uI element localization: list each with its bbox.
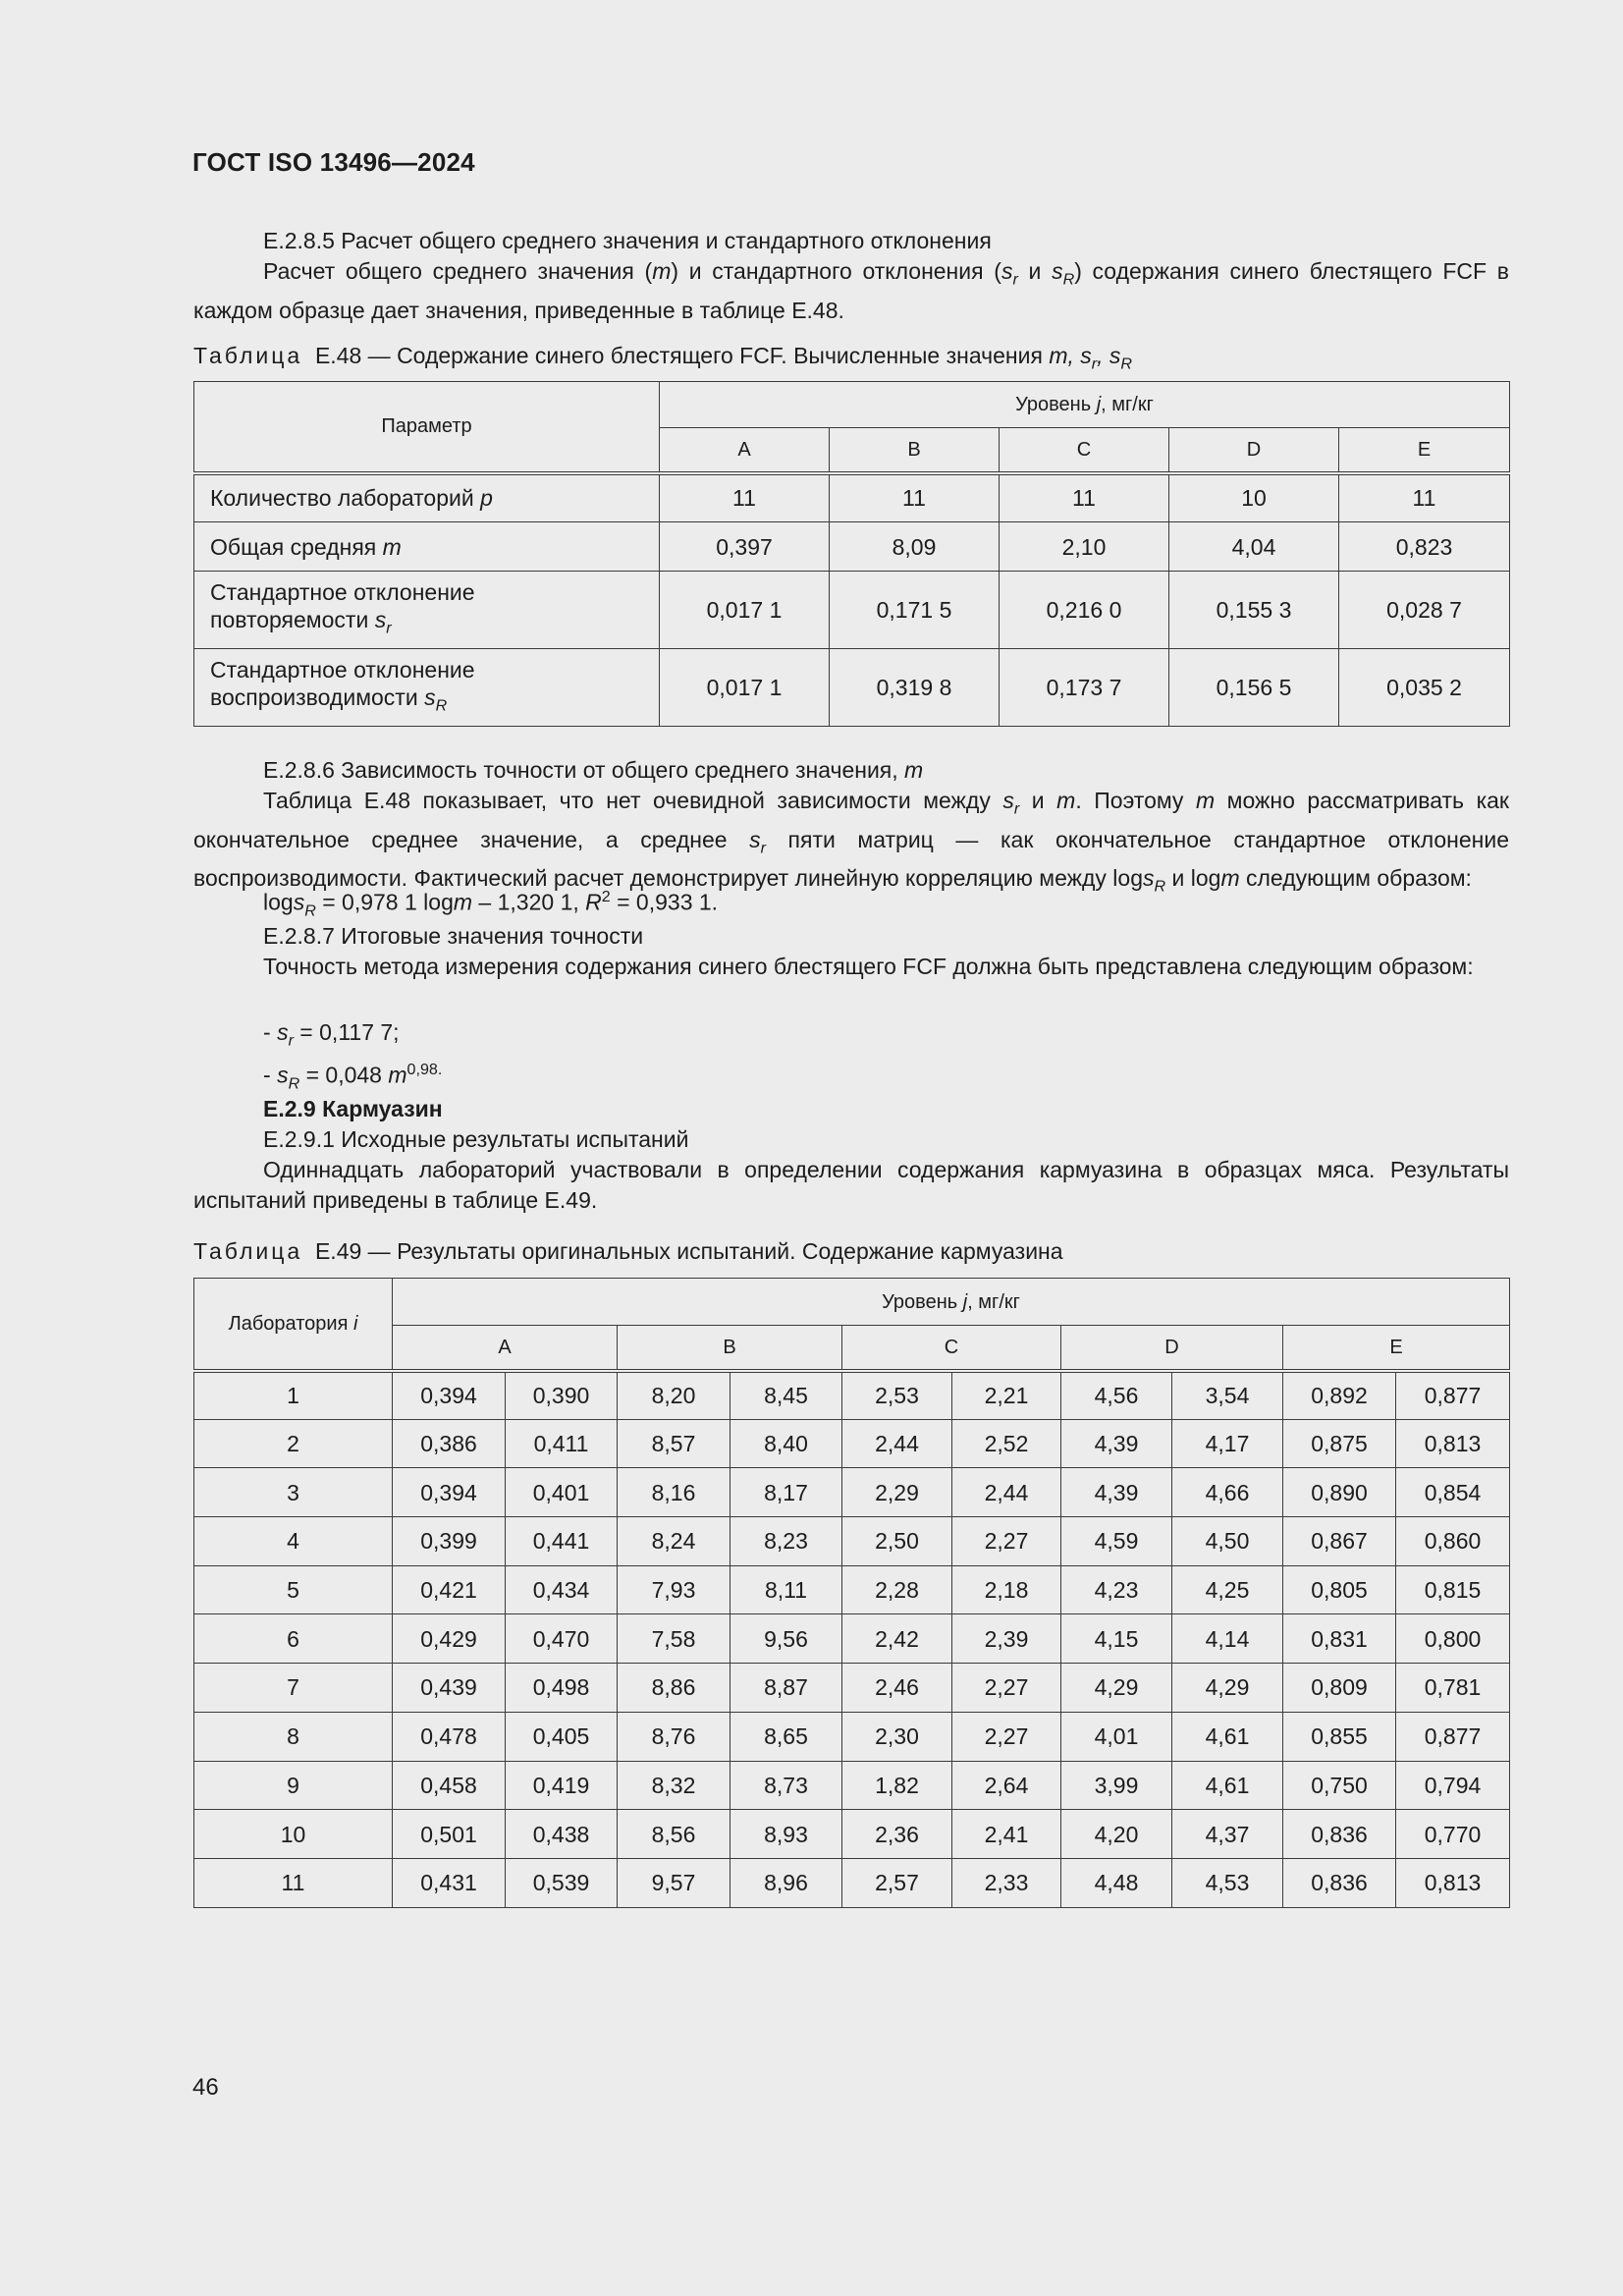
table-cell: 0,438 — [506, 1810, 618, 1859]
table-cell: 0,394 — [393, 1371, 506, 1420]
table-cell: 8,40 — [730, 1419, 842, 1468]
table-cell: 4,39 — [1061, 1468, 1172, 1517]
table-cell: 8,16 — [618, 1468, 730, 1517]
table-cell: 8,87 — [730, 1664, 842, 1713]
table-cell: 0,419 — [506, 1761, 618, 1810]
table-e48-caption: Таблица E.48 — Содержание синего блестящего FCF. Вычисленные значения m, $s_r$, $s_R$ — [193, 343, 1133, 373]
level-b-header: B — [618, 1326, 842, 1371]
table-cell: 4,17 — [1172, 1419, 1283, 1468]
table-cell: 0,394 — [393, 1468, 506, 1517]
table-cell: 0,867 — [1283, 1517, 1396, 1566]
table-cell: 0,805 — [1283, 1565, 1396, 1614]
table-cell: 4,61 — [1172, 1761, 1283, 1810]
table-cell: 4,56 — [1061, 1371, 1172, 1420]
table-row — [194, 1858, 1510, 1907]
table-cell: 8,17 — [730, 1468, 842, 1517]
table-cell: 4,66 — [1172, 1468, 1283, 1517]
row-label: Количество лабораторий p — [194, 473, 660, 522]
level-e-header: E — [1339, 428, 1510, 473]
bullet-sr: - $s_r = 0,117$ 7; — [263, 1019, 400, 1050]
table-cell: 2,18 — [952, 1565, 1061, 1614]
table-cell: 1,82 — [842, 1761, 952, 1810]
table-cell: 2,33 — [952, 1858, 1061, 1907]
table-cell: 2,10 — [1000, 522, 1169, 572]
table-cell: 0,854 — [1396, 1468, 1510, 1517]
table-cell: 8,24 — [618, 1517, 730, 1566]
table-cell: 8,96 — [730, 1858, 842, 1907]
table-cell: 0,401 — [506, 1468, 618, 1517]
table-cell: 0,836 — [1283, 1858, 1396, 1907]
lab-number-cell: 4 — [194, 1517, 393, 1566]
table-cell: 0,405 — [506, 1712, 618, 1761]
table-cell: 0,319 8 — [830, 649, 1000, 727]
table-cell: 2,27 — [952, 1664, 1061, 1713]
table-cell: 0,173 7 — [1000, 649, 1169, 727]
table-row — [194, 1371, 1510, 1420]
table-cell: 0,815 — [1396, 1565, 1510, 1614]
table-cell: 0,028 7 — [1339, 572, 1510, 649]
table-cell: 2,41 — [952, 1810, 1061, 1859]
table-cell: 8,73 — [730, 1761, 842, 1810]
table-cell: 2,28 — [842, 1565, 952, 1614]
table-cell: 4,61 — [1172, 1712, 1283, 1761]
table-cell: 0,397 — [660, 522, 830, 572]
level-b-header: B — [830, 428, 1000, 473]
table-cell: 0,498 — [506, 1664, 618, 1713]
table-cell: 0,794 — [1396, 1761, 1510, 1810]
level-d-header: D — [1169, 428, 1339, 473]
table-cell: 8,56 — [618, 1810, 730, 1859]
lab-number-cell: 8 — [194, 1712, 393, 1761]
table-cell: 0,017 1 — [660, 572, 830, 649]
table-cell: 0,470 — [506, 1614, 618, 1664]
table-cell: 4,39 — [1061, 1419, 1172, 1468]
table-cell: 11 — [1339, 473, 1510, 522]
table-cell: 0,877 — [1396, 1712, 1510, 1761]
table-cell: 2,44 — [952, 1468, 1061, 1517]
table-cell: 8,32 — [618, 1761, 730, 1810]
table-cell: 2,53 — [842, 1371, 952, 1420]
level-e-header: E — [1283, 1326, 1510, 1371]
table-cell: 2,42 — [842, 1614, 952, 1664]
table-cell: 4,53 — [1172, 1858, 1283, 1907]
table-cell: 4,29 — [1061, 1664, 1172, 1713]
table-cell: 0,892 — [1283, 1371, 1396, 1420]
table-row — [194, 1810, 1510, 1859]
table-cell: 2,64 — [952, 1761, 1061, 1810]
level-a-header: A — [660, 428, 830, 473]
table-cell: 11 — [830, 473, 1000, 522]
table-cell: 9,56 — [730, 1614, 842, 1664]
section-e287-paragraph: Точность метода измерения содержания синего блестящего FCF должна быть представлена следующим образом: — [263, 954, 1474, 979]
row-label: Общая средняя m — [194, 522, 660, 572]
table-cell: 2,27 — [952, 1712, 1061, 1761]
table-row — [194, 1614, 1510, 1664]
table-cell: 4,50 — [1172, 1517, 1283, 1566]
lab-number-cell: 7 — [194, 1664, 393, 1713]
table-cell: 0,458 — [393, 1761, 506, 1810]
table-cell: 0,890 — [1283, 1468, 1396, 1517]
level-a-header: A — [393, 1326, 618, 1371]
table-cell: 0,411 — [506, 1419, 618, 1468]
lab-number-cell: 1 — [194, 1371, 393, 1420]
table-cell: 0,216 0 — [1000, 572, 1169, 649]
table-cell: 8,86 — [618, 1664, 730, 1713]
table-cell: 4,04 — [1169, 522, 1339, 572]
document-header: ГОСТ ISO 13496—2024 — [192, 147, 475, 177]
lab-header: Лаборатория i — [194, 1279, 393, 1371]
table-cell: 2,50 — [842, 1517, 952, 1566]
table-cell: 8,09 — [830, 522, 1000, 572]
table-cell: 8,65 — [730, 1712, 842, 1761]
table-cell: 0,781 — [1396, 1664, 1510, 1713]
table-row — [194, 649, 1510, 727]
section-e286-title: E.2.8.6 Зависимость точности от общего среднего значения, m — [263, 757, 924, 783]
table-cell: 9,57 — [618, 1858, 730, 1907]
table-row — [194, 522, 1510, 572]
table-cell: 0,539 — [506, 1858, 618, 1907]
level-c-header: C — [842, 1326, 1061, 1371]
table-cell: 0,855 — [1283, 1712, 1396, 1761]
table-cell: 0,770 — [1396, 1810, 1510, 1859]
table-cell: 0,439 — [393, 1664, 506, 1713]
table-cell: 0,877 — [1396, 1371, 1510, 1420]
table-e49 — [193, 1278, 1510, 1908]
table-cell: 8,45 — [730, 1371, 842, 1420]
table-cell: 0,156 5 — [1169, 649, 1339, 727]
table-cell: 0,823 — [1339, 522, 1510, 572]
table-cell: 8,76 — [618, 1712, 730, 1761]
section-e291-title: E.2.9.1 Исходные результаты испытаний — [263, 1126, 689, 1152]
level-c-header: C — [1000, 428, 1169, 473]
section-e285-paragraph: Расчет общего среднего значения (m) и стандартного отклонения ($s_r$ и $s_R$) содержания синего блестящего FCF в каждом образце дает значения, приведенные в таблице E.48. — [193, 258, 1509, 323]
lab-number-cell: 10 — [194, 1810, 393, 1859]
bullet-sR: - $s_R = 0,048$ $m^{0,98.}$ — [263, 1061, 443, 1093]
table-cell: 0,478 — [393, 1712, 506, 1761]
table-cell: 11 — [660, 473, 830, 522]
table-cell: 7,93 — [618, 1565, 730, 1614]
table-cell: 4,59 — [1061, 1517, 1172, 1566]
table-cell: 2,46 — [842, 1664, 952, 1713]
table-cell: 2,27 — [952, 1517, 1061, 1566]
table-cell: 11 — [1000, 473, 1169, 522]
table-cell: 0,860 — [1396, 1517, 1510, 1566]
table-cell: 0,813 — [1396, 1858, 1510, 1907]
table-cell: 4,25 — [1172, 1565, 1283, 1614]
table-cell: 0,386 — [393, 1419, 506, 1468]
table-cell: 0,809 — [1283, 1664, 1396, 1713]
table-cell: 2,52 — [952, 1419, 1061, 1468]
table-cell: 0,501 — [393, 1810, 506, 1859]
lab-number-cell: 5 — [194, 1565, 393, 1614]
table-e49-caption: Таблица E.49 — Результаты оригинальных испытаний. Содержание кармуазина — [193, 1238, 1063, 1264]
table-cell: 8,23 — [730, 1517, 842, 1566]
section-e285-title: E.2.8.5 Расчет общего среднего значения и стандартного отклонения — [263, 228, 992, 253]
table-cell: 0,441 — [506, 1517, 618, 1566]
table-cell: 0,171 5 — [830, 572, 1000, 649]
table-cell: 4,23 — [1061, 1565, 1172, 1614]
table-cell: 4,01 — [1061, 1712, 1172, 1761]
table-e48 — [193, 381, 1510, 727]
table-cell: 2,36 — [842, 1810, 952, 1859]
table-cell: 2,30 — [842, 1712, 952, 1761]
row-label: Стандартное отклонение повторяемости $s_r$ — [194, 572, 660, 649]
table-cell: 0,434 — [506, 1565, 618, 1614]
table-cell: 0,836 — [1283, 1810, 1396, 1859]
table-row — [194, 1517, 1510, 1566]
level-d-header: D — [1061, 1326, 1283, 1371]
table-cell: 4,29 — [1172, 1664, 1283, 1713]
table-row — [194, 1419, 1510, 1468]
table-row — [194, 1761, 1510, 1810]
row-label: Стандартное отклонение воспроизводимости $s_R$ — [194, 649, 660, 727]
table-cell: 2,21 — [952, 1371, 1061, 1420]
table-row — [194, 1664, 1510, 1713]
table-cell: 4,15 — [1061, 1614, 1172, 1664]
table-cell: 7,58 — [618, 1614, 730, 1664]
param-header: Параметр — [194, 382, 660, 473]
table-cell: 0,813 — [1396, 1419, 1510, 1468]
table-cell: 0,429 — [393, 1614, 506, 1664]
table-cell: 2,39 — [952, 1614, 1061, 1664]
table-cell: 0,035 2 — [1339, 649, 1510, 727]
section-e286-paragraph: Таблица E.48 показывает, что нет очевидной зависимости между $s_r$ и m. Поэтому m можно рассматривать как окончательное среднее значение, а среднее $s_r$ пяти матриц — как окончательное стандартное отклонение воспроизводимости. Фактический расчет демонстрирует линейную корреляцию между logs$_R$ и logm следующим образом: — [193, 788, 1509, 896]
lab-number-cell: 2 — [194, 1419, 393, 1468]
table-cell: 0,017 1 — [660, 649, 830, 727]
lab-number-cell: 11 — [194, 1858, 393, 1907]
table-cell: 0,431 — [393, 1858, 506, 1907]
level-header: Уровень j, мг/кг — [660, 382, 1510, 428]
table-cell: 2,44 — [842, 1419, 952, 1468]
table-cell: 3,99 — [1061, 1761, 1172, 1810]
table-cell: 8,57 — [618, 1419, 730, 1468]
page-number: 46 — [192, 2074, 219, 2101]
table-cell: 0,750 — [1283, 1761, 1396, 1810]
table-cell: 0,421 — [393, 1565, 506, 1614]
table-cell: 0,800 — [1396, 1614, 1510, 1664]
table-row — [194, 1712, 1510, 1761]
section-e29-title: E.2.9 Кармуазин — [263, 1096, 443, 1121]
table-cell: 0,390 — [506, 1371, 618, 1420]
table-cell: 4,37 — [1172, 1810, 1283, 1859]
table-cell: 4,48 — [1061, 1858, 1172, 1907]
lab-number-cell: 9 — [194, 1761, 393, 1810]
table-row — [194, 572, 1510, 649]
correlation-formula: logs$_R$ = 0,978 1 logm – 1,320 1, $R^2 = 0,933$ 1. — [263, 888, 719, 920]
table-cell: 2,57 — [842, 1858, 952, 1907]
level-header: Уровень j, мг/кг — [393, 1279, 1510, 1326]
table-cell: 0,875 — [1283, 1419, 1396, 1468]
table-cell: 8,93 — [730, 1810, 842, 1859]
table-cell: 0,831 — [1283, 1614, 1396, 1664]
lab-number-cell: 6 — [194, 1614, 393, 1664]
table-cell: 4,14 — [1172, 1614, 1283, 1664]
table-cell: 4,20 — [1061, 1810, 1172, 1859]
table-cell: 3,54 — [1172, 1371, 1283, 1420]
table-cell: 2,29 — [842, 1468, 952, 1517]
table-cell: 0,155 3 — [1169, 572, 1339, 649]
table-cell: 8,11 — [730, 1565, 842, 1614]
section-e287-title: E.2.8.7 Итоговые значения точности — [263, 923, 644, 949]
table-cell: 0,399 — [393, 1517, 506, 1566]
section-e291-paragraph: Одиннадцать лабораторий участвовали в определении содержания кармуазина в образцах мяса. Результаты испытаний приведены в таблице E.49. — [193, 1157, 1509, 1213]
table-cell: 8,20 — [618, 1371, 730, 1420]
table-row — [194, 1468, 1510, 1517]
table-row — [194, 1565, 1510, 1614]
table-row — [194, 473, 1510, 522]
lab-number-cell: 3 — [194, 1468, 393, 1517]
table-cell: 10 — [1169, 473, 1339, 522]
